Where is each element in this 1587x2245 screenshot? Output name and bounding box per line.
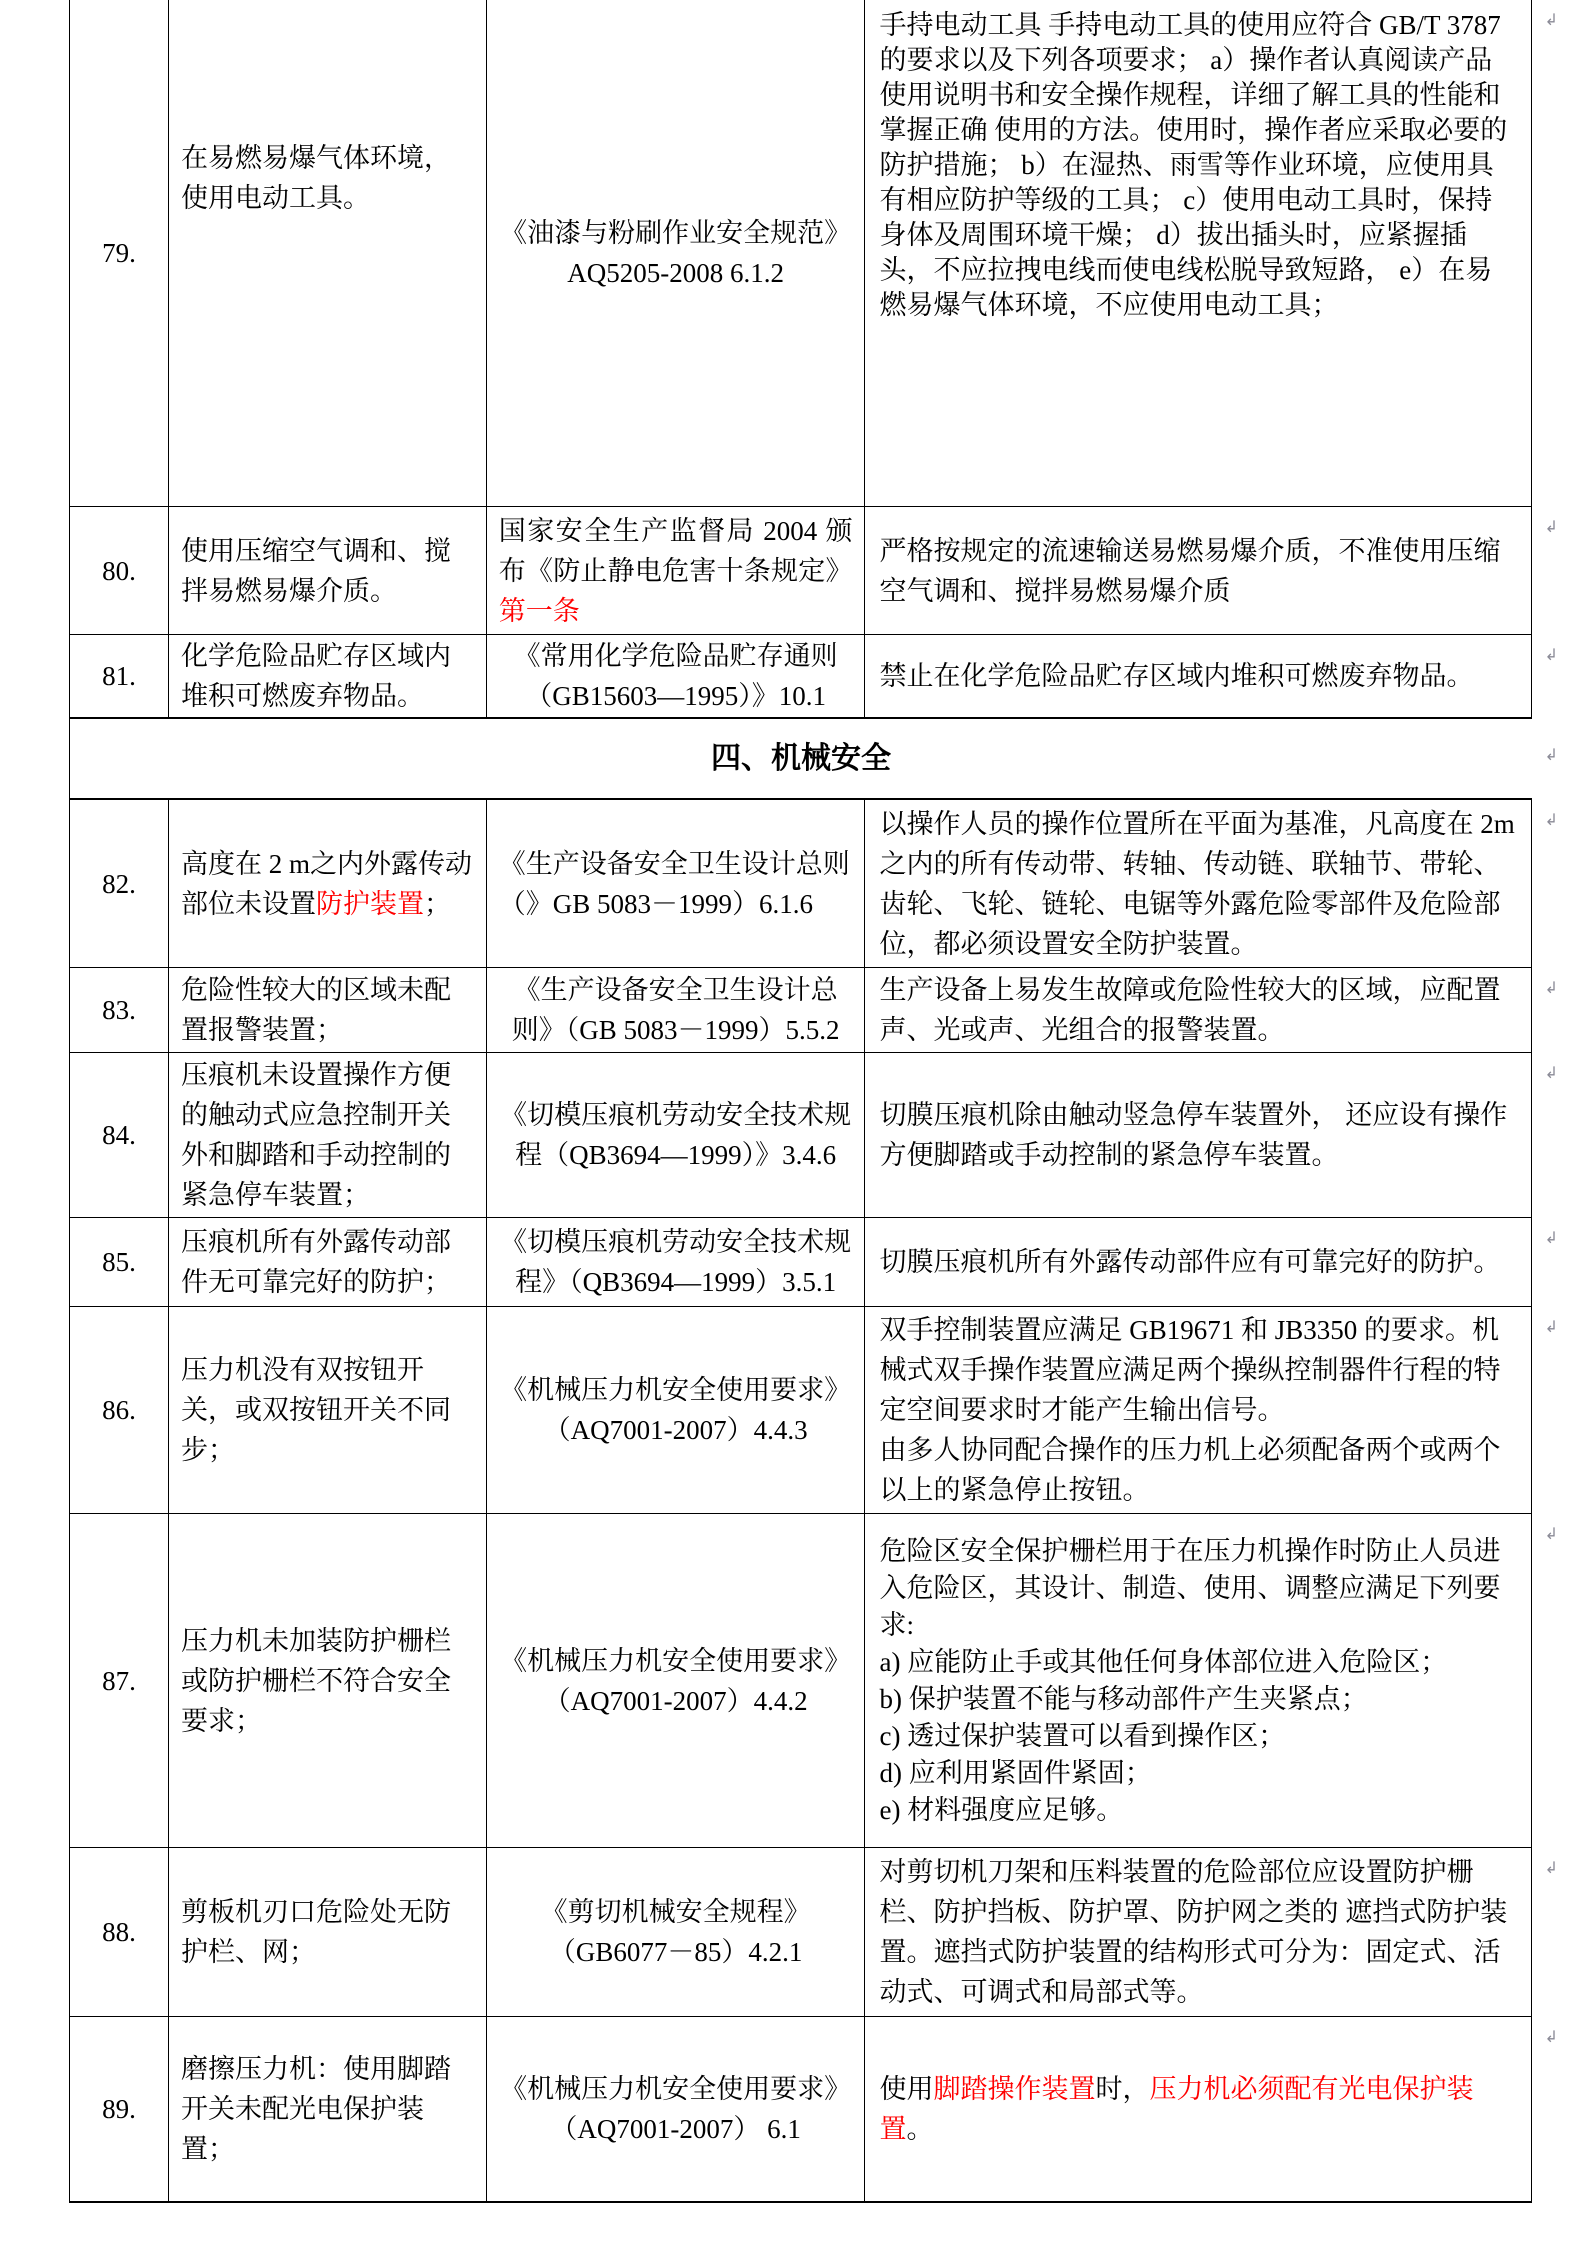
section-title: 四、机械安全: [711, 741, 891, 775]
red-highlight-text: 第一条: [498, 595, 580, 626]
section-header-row: [70, 717, 1558, 800]
requirement-cell: 严格按规定的流速输送易燃易爆介质，不准使用压缩空气调和、搅拌易燃易爆介质: [865, 507, 1532, 634]
row-number-cell: 88.: [70, 1848, 169, 2016]
problem-cell: 高度在 2 m之内外露传动部位未设置防护装置；: [169, 800, 487, 967]
paragraph-mark-icon: ↲: [1544, 10, 1558, 29]
requirement-list-item: b) 保护装置不能与移动部件产生夹紧点；: [879, 1683, 1368, 1714]
requirement-cell: 手持电动工具 手持电动工具的使用应符合 GB/T 3787 的要求以及下列各项要求； a）操作者认真阅读产品使用说明书和安全操作规程，详细了解工具的性能和掌握正确 使用的方法。使用时，操作者应采取必要的防护措施； b）在湿热、雨雪等作业环境，应使用具有相应防护等级的工具； c）使用电动工具时，保持身体及周围环境干燥； d）拔出插头时，应紧握插头，不应拉拽电线而使电线松脱导致短路， e）在易燃易爆气体环境，不应使用电动工具；: [865, 0, 1532, 506]
reference-cell: 《剪切机械安全规程》（GB6077－85）4.2.1: [487, 1848, 866, 2016]
requirement-cell: 禁止在化学危险品贮存区域内堆积可燃废弃物品。: [865, 635, 1532, 717]
paragraph-mark-icon: ↲: [1544, 978, 1558, 997]
problem-cell: 压痕机未设置操作方便的触动式应急控制开关外和脚踏和手动控制的紧急停车装置；: [169, 1053, 487, 1217]
requirement-cell: 切膜压痕机除由触动竖急停车装置外， 还应设有操作方便脚踏或手动控制的紧急停车装置。: [865, 1053, 1532, 1217]
row-number-cell: 81.: [70, 635, 169, 717]
reference-cell: 《常用化学危险品贮存通则（GB15603—1995）》10.1: [487, 635, 866, 717]
table-row-85: [70, 1218, 1558, 1307]
paragraph-mark-icon: ↲: [1544, 2027, 1558, 2046]
reference-cell: 国家安全生产监督局 2004 颁布《防止静电危害十条规定》第一条: [487, 507, 866, 634]
table-row-83: [70, 968, 1558, 1053]
row-number-cell: 89.: [70, 2017, 169, 2201]
row-number-cell: 80.: [70, 507, 169, 634]
table-row-84: [70, 1053, 1558, 1218]
problem-cell: 在易燃易爆气体环境，使用电动工具。: [169, 0, 487, 506]
row-number-cell: 82.: [70, 800, 169, 967]
problem-cell: 磨擦压力机：使用脚踏开关未配光电保护装置；: [169, 2017, 487, 2201]
table-row-86: [70, 1307, 1558, 1514]
table-row-81: [70, 635, 1558, 717]
table-row-89: [70, 2017, 1558, 2203]
red-highlight-text: 压力机必须配有光电保护装置: [879, 2074, 1474, 2144]
row-number-cell: 87.: [70, 1514, 169, 1847]
reference-cell: 《机械压力机安全使用要求》（AQ7001-2007） 6.1: [487, 2017, 866, 2201]
reference-cell: 《油漆与粉刷作业安全规范》AQ5205-2008 6.1.2: [487, 0, 866, 506]
problem-cell: 压力机没有双按钮开关，或双按钮开关不同步；: [169, 1307, 487, 1513]
row-number-cell: 85.: [70, 1218, 169, 1306]
requirement-cell: 危险区安全保护栅栏用于在压力机操作时防止人员进入危险区，其设计、制造、使用、调整应满足下列要求: a) 应能防止手或其他任何身体部位进入危险区； b) 保护装置不能与移动部件产生夹紧点； c) 透过保护装置可以看到操作区； d) 应利用紧固件紧固； e) 材料强度应足够。: [865, 1514, 1532, 1847]
requirement-cell: 对剪切机刀架和压料装置的危险部位应设置防护栅栏、防护挡板、防护罩、防护网之类的 遮挡式防护装置。遮挡式防护装置的结构形式可分为：固定式、活动式、可调式和局部式等。: [865, 1848, 1532, 2016]
paragraph-mark-icon: ↲: [1544, 810, 1558, 829]
problem-cell: 压痕机所有外露传动部件无可靠完好的防护；: [169, 1218, 487, 1306]
paragraph-mark-icon: ↲: [1544, 1524, 1558, 1543]
paragraph-mark-icon: ↲: [1544, 745, 1558, 764]
row-number-cell: 83.: [70, 968, 169, 1052]
requirement-cell: 使用脚踏操作装置时，压力机必须配有光电保护装置。: [865, 2017, 1532, 2201]
red-highlight-text: 防护装置: [315, 888, 424, 919]
reference-cell: 《机械压力机安全使用要求》（AQ7001-2007）4.4.2: [487, 1514, 866, 1847]
requirement-cell: 切膜压痕机所有外露传动部件应有可靠完好的防护。: [865, 1218, 1532, 1306]
problem-cell: 使用压缩空气调和、搅拌易燃易爆介质。: [169, 507, 487, 634]
reference-cell: 《生产设备安全卫生设计总则（》GB 5083－1999）6.1.6: [487, 800, 866, 967]
paragraph-mark-icon: ↲: [1544, 1063, 1558, 1082]
table-row-80: [70, 507, 1558, 635]
requirement-list-item: d) 应利用紧固件紧固；: [879, 1757, 1152, 1788]
row-number-cell: 84.: [70, 1053, 169, 1217]
paragraph-mark-icon: ↲: [1544, 1317, 1558, 1336]
paragraph-mark-icon: ↲: [1544, 645, 1558, 664]
red-highlight-text: 脚踏操作装置: [933, 2074, 1096, 2104]
requirement-cell: 以操作人员的操作位置所在平面为基准，凡高度在 2m 之内的所有传动带、转轴、传动链、联轴节、带轮、齿轮、飞轮、链轮、电锯等外露危险零部件及危险部位，都必须设置安全防护装置。: [865, 800, 1532, 967]
requirement-list-item: a) 应能防止手或其他任何身体部位进入危险区；: [879, 1646, 1448, 1677]
table-row-79: [70, 0, 1558, 507]
row-number-cell: 79.: [70, 0, 169, 506]
paragraph-mark-icon: ↲: [1544, 1858, 1558, 1877]
requirement-list-item: c) 透过保护装置可以看到操作区；: [879, 1720, 1286, 1751]
safety-checklist-table: [69, 0, 1558, 2203]
requirement-cell: 生产设备上易发生故障或危险性较大的区域，应配置声、光或声、光组合的报警装置。: [865, 968, 1532, 1052]
problem-cell: 化学危险品贮存区域内堆积可燃废弃物品。: [169, 635, 487, 717]
requirement-cell: 双手控制装置应满足 GB19671 和 JB3350 的要求。机械式双手操作装置应满足两个操纵控制器件行程的特定空间要求时才能产生输出信号。 由多人协同配合操作的压力机上必须配备两个或两个以上的紧急停止按钮。: [865, 1307, 1532, 1513]
reference-cell: 《切模压痕机劳动安全技术规程》（QB3694—1999）3.5.1: [487, 1218, 866, 1306]
row-number-cell: 86.: [70, 1307, 169, 1513]
reference-cell: 《生产设备安全卫生设计总则》（GB 5083－1999）5.5.2: [487, 968, 866, 1052]
table-row-87: [70, 1514, 1558, 1848]
problem-cell: 剪板机刃口危险处无防护栏、网；: [169, 1848, 487, 2016]
reference-cell: 《切模压痕机劳动安全技术规程（QB3694—1999）》3.4.6: [487, 1053, 866, 1217]
table-row-88: [70, 1848, 1558, 2017]
reference-cell: 《机械压力机安全使用要求》（AQ7001-2007）4.4.3: [487, 1307, 866, 1513]
problem-cell: 危险性较大的区域未配置报警装置；: [169, 968, 487, 1052]
requirement-list-item: e) 材料强度应足够。: [879, 1794, 1124, 1825]
problem-cell: 压力机未加装防护栅栏或防护栅栏不符合安全要求；: [169, 1514, 487, 1847]
paragraph-mark-icon: ↲: [1544, 1228, 1558, 1247]
table-row-82: [70, 800, 1558, 968]
paragraph-mark-icon: ↲: [1544, 517, 1558, 536]
